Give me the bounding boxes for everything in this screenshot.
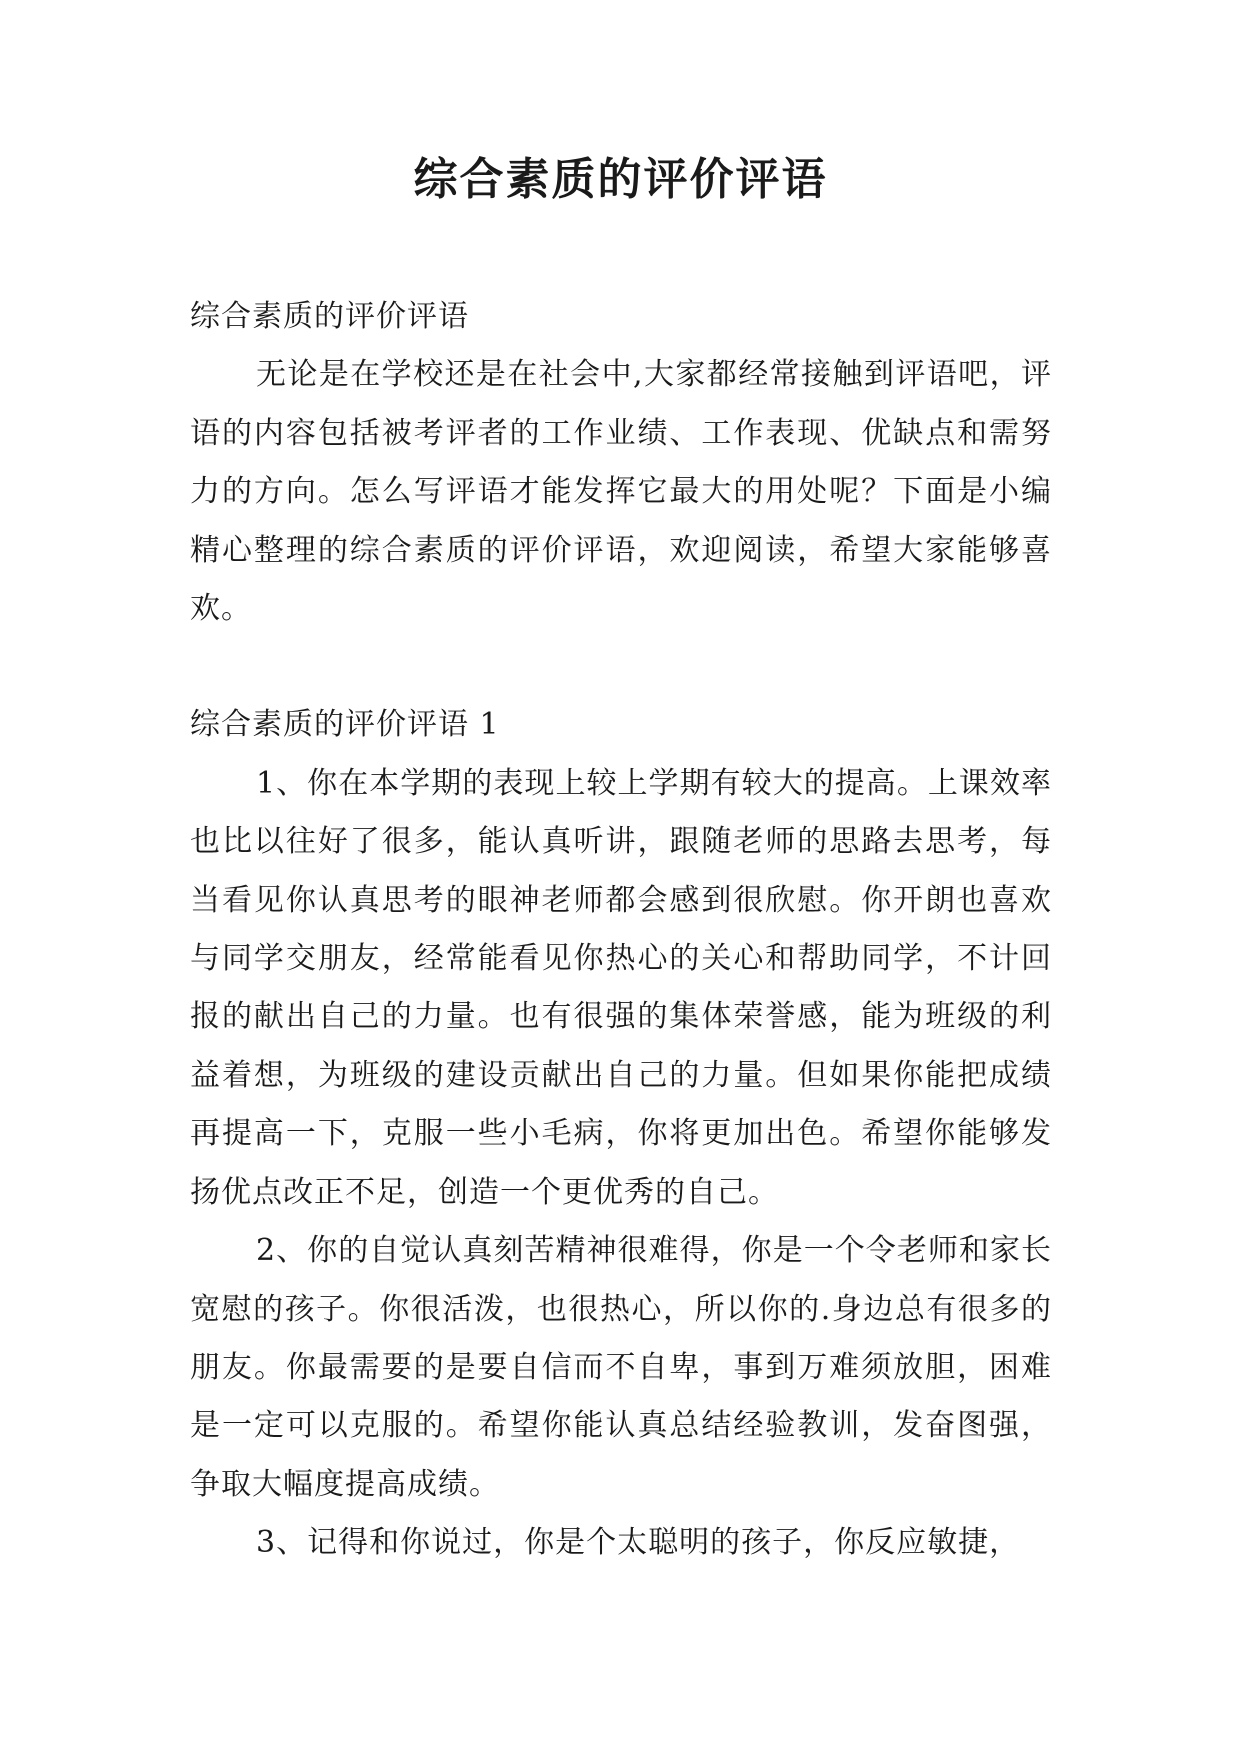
intro-paragraph: 无论是在学校还是在社会中,大家都经常接触到评语吧，评语的内容包括被考评者的工作业绩、工作表现、优缺点和需努力的方向。怎么写评语才能发挥它最大的用处呢？下面是小编精心整理的综合素质的评价评语，欢迎阅读，希望大家能够喜欢。: [190, 357, 1052, 627]
document-title: 综合素质的评价评语: [413, 154, 828, 205]
comment-paragraph-3: 3、记得和你说过，你是个太聪明的孩子，你反应敏捷，: [256, 1525, 1021, 1561]
comment-paragraph-2: 2、你的自觉认真刻苦精神很难得，你是一个令老师和家长宽慰的孩子。你很活泼，也很热心，所以你的.身边总有很多的朋友。你最需要的是要自信而不自卑，事到万难须放胆，困难是一定可以克服的。希望你能认真总结经验教训，发奋图强，争取大幅度提高成绩。: [190, 1233, 1052, 1502]
section-heading: 综合素质的评价评语 1: [190, 707, 500, 743]
document-subtitle: 综合素质的评价评语: [190, 299, 469, 334]
comment-paragraph-1: 1、你在本学期的表现上较上学期有较大的提高。上课效率也比以往好了很多，能认真听讲，跟随老师的思路去思考，每当看见你认真思考的眼神老师都会感到很欣慰。你开朗也喜欢与同学交朋友，经常能看见你热心的关心和帮助同学，不计回报的献出自己的力量。也有很强的集体荣誉感，能为班级的利益着想，为班级的建设贡献出自己的力量。但如果你能把成绩再提高一下，克服一些小毛病，你将更加出色。希望你能够发扬优点改正不足，创造一个更优秀的自己。: [190, 765, 1052, 1210]
document-body: [190, 288, 1052, 1573]
